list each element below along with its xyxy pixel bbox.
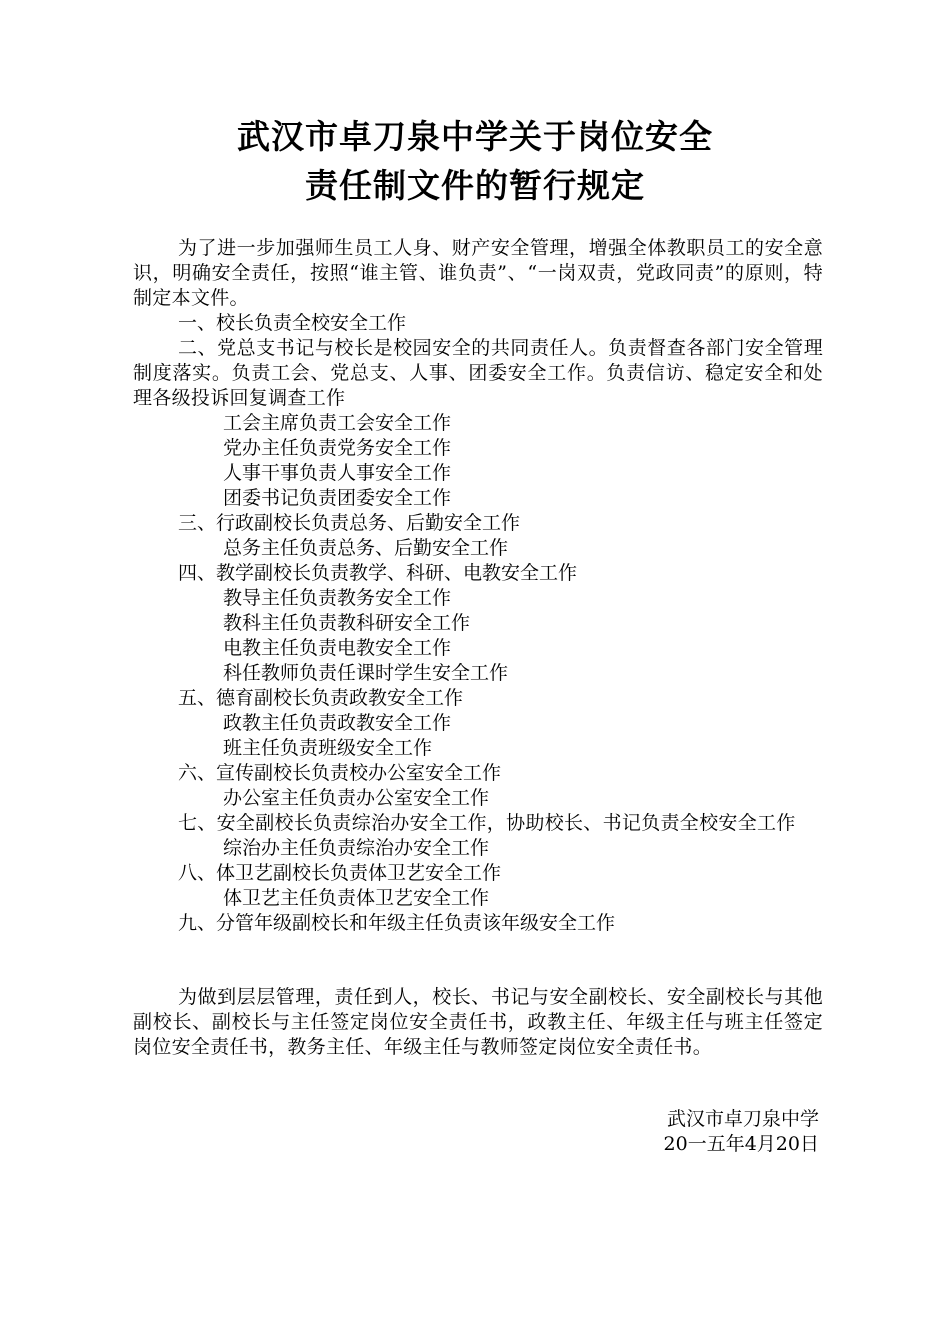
item-2: 二、党总支书记与校长是校园安全的共同责任人。负责督查各部门安全管理制度落实。负责工会、党总支、人事、团委安全工作。负责信访、稳定安全和处理各级投诉回复调查工作 <box>133 337 823 409</box>
item-2-sub: 人事干事负责人事安全工作 <box>223 462 452 484</box>
item-5-sub: 班主任负责班级安全工作 <box>223 737 433 759</box>
item-4-sub: 电教主任负责电教安全工作 <box>223 637 452 659</box>
item-3: 三、行政副校长负责总务、后勤安全工作 <box>178 512 521 534</box>
item-6-sub: 办公室主任负责办公室安全工作 <box>223 787 490 809</box>
item-4-sub: 教科主任负责教科研安全工作 <box>223 612 471 634</box>
item-6: 六、宣传副校长负责校办公室安全工作 <box>178 762 502 784</box>
item-8: 八、体卫艺副校长负责体卫艺安全工作 <box>178 862 502 884</box>
closing-paragraph: 为做到层层管理，责任到人，校长、书记与安全副校长、安全副校长与其他副校长、副校长与主任签定岗位安全责任书，政教主任、年级主任与班主任签定岗位安全责任书，教务主任、年级主任与教师签定岗位安全责任书。 <box>133 986 823 1058</box>
item-2-sub: 党办主任负责党务安全工作 <box>223 437 452 459</box>
item-4-sub: 科任教师负责任课时学生安全工作 <box>223 662 509 684</box>
intro-paragraph: 为了进一步加强师生员工人身、财产安全管理，增强全体教职员工的安全意识，明确安全责任，按照“谁主管、谁负责”、“一岗双责，党政同责”的原则，特制定本文件。 <box>133 237 823 309</box>
document-title-line-1: 武汉市卓刀泉中学关于岗位安全 <box>237 117 713 156</box>
item-3-sub: 总务主任负责总务、后勤安全工作 <box>223 537 509 559</box>
item-5: 五、德育副校长负责政教安全工作 <box>178 687 464 709</box>
item-5-sub: 政教主任负责政教安全工作 <box>223 712 452 734</box>
document-body-part-2 <box>133 985 823 1060</box>
item-1: 一、校长负责全校安全工作 <box>178 312 407 334</box>
signature-organization: 武汉市卓刀泉中学 <box>666 1108 819 1130</box>
item-4: 四、教学副校长负责教学、科研、电教安全工作 <box>178 562 578 584</box>
item-4-sub: 教导主任负责教务安全工作 <box>223 587 452 609</box>
signature-date: 20一五年4月20日 <box>663 1133 819 1155</box>
item-7: 七、安全副校长负责综治办安全工作，协助校长、书记负责全校安全工作 <box>178 812 796 834</box>
document-title-line-2: 责任制文件的暂行规定 <box>305 166 645 205</box>
item-8-sub: 体卫艺主任负责体卫艺安全工作 <box>223 887 490 909</box>
document-body-part-1 <box>133 236 823 936</box>
item-2-sub: 工会主席负责工会安全工作 <box>223 412 452 434</box>
item-2-sub: 团委书记负责团委安全工作 <box>223 487 452 509</box>
item-9: 九、分管年级副校长和年级主任负责该年级安全工作 <box>178 912 616 934</box>
item-7-sub: 综治办主任负责综治办安全工作 <box>223 837 490 859</box>
